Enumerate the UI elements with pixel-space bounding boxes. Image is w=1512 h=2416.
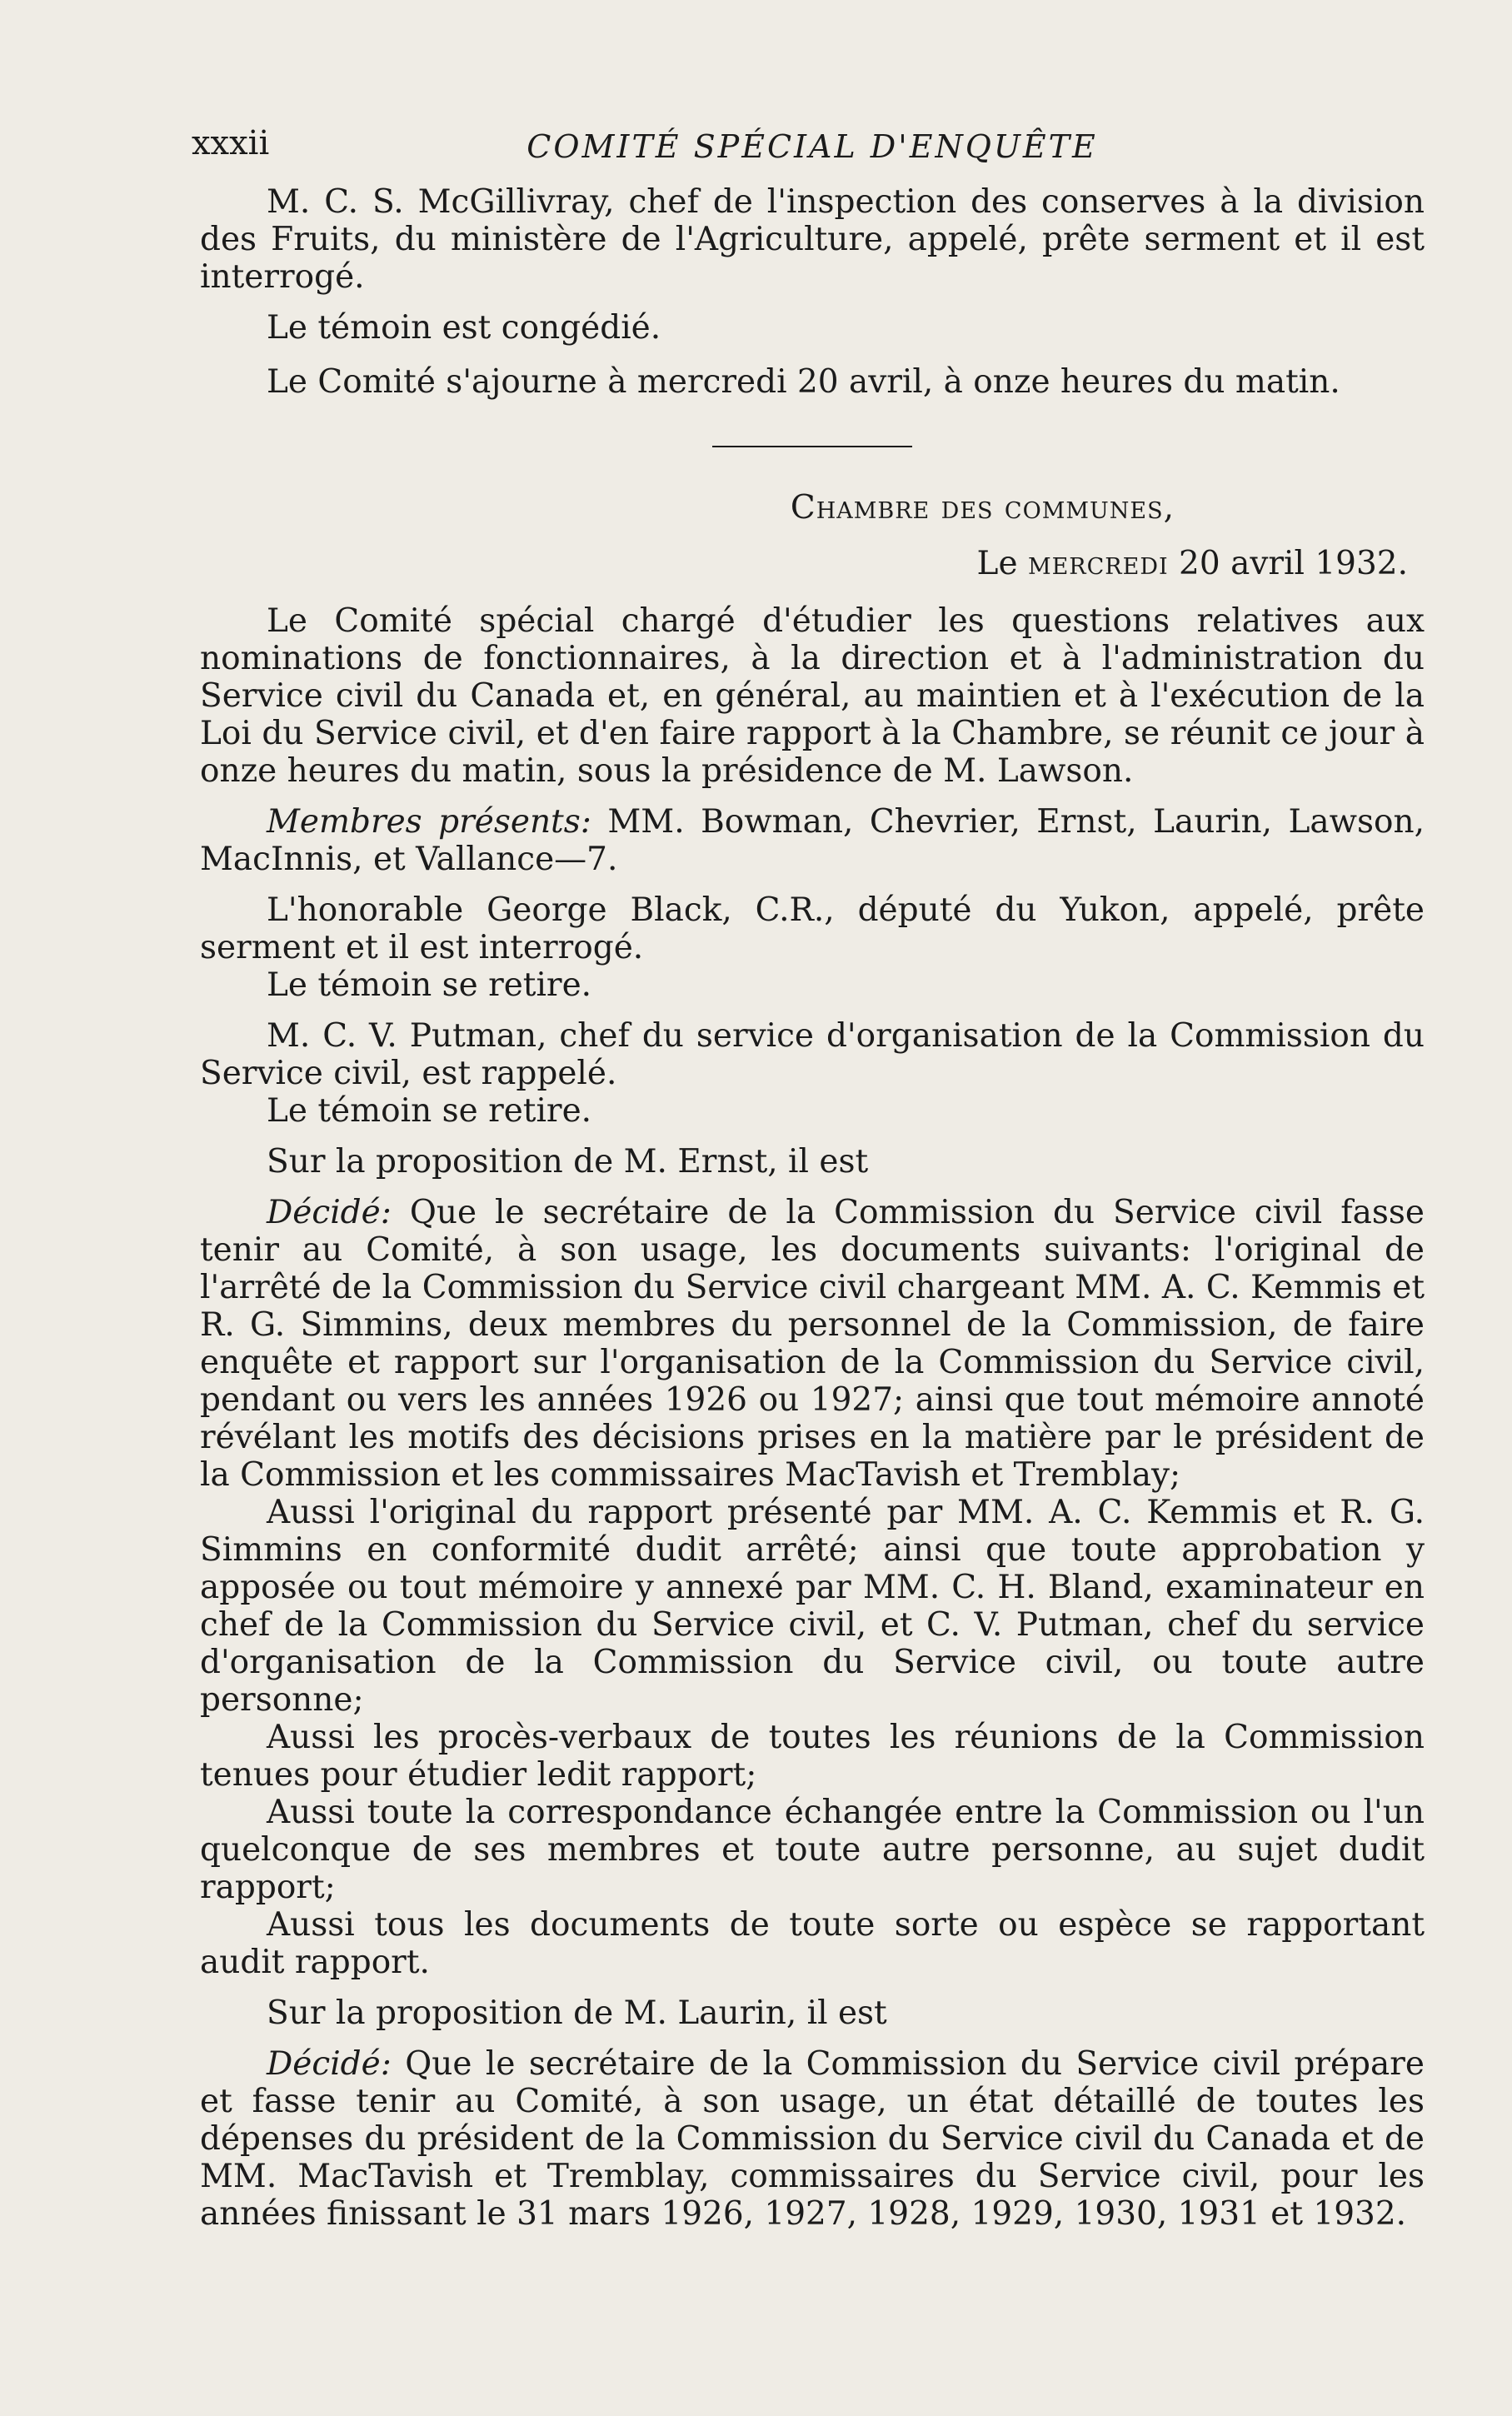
decision-1-text: Que le secrétaire de la Commission du Service civil fasse tenir au Comité, à son usage, les documents suivants: l'original de l'arrêté de la Commission du Service civil chargeant MM. A. C. Kemmis et R. G. Simmins, deux membres du personnel de la Commission, de faire enquête et rapport sur l'organisation de la Commission du Service civil, pendant ou vers les années 1926 ou 1927; ainsi que tout mémoire annoté révélant les motifs des décisions prises en la matière par le président de la Commission et les commissaires MacTavish et Tremblay;	[200, 1194, 1425, 1494]
witness-retire-2: Le témoin se retire.	[267, 1092, 592, 1130]
witness-black-paragraph: L'honorable George Black, C.R., député du Yukon, appelé, prête serment et il est interrogé.	[200, 891, 1425, 966]
decision-2-text: Que le secrétaire de la Commission du Service civil prépare et fasse tenir au Comité, à son usage, un état détaillé de toutes les dépenses du président de la Commission du Service civil du Canada et de MM. MacTavish et Tremblay, commissaires du Service civil, pour les années finissant le 31 mars 1926, 1927, 1928, 1929, 1930, 1931 et 1932.	[200, 2045, 1425, 2233]
decision-1-paragraph	[200, 1194, 1425, 1494]
also-2-paragraph: Aussi les procès-verbaux de toutes les réunions de la Commission tenues pour étudier ledit rapport;	[200, 1719, 1425, 1794]
motion-laurin-paragraph: Sur la proposition de M. Laurin, il est	[267, 1994, 887, 2032]
decision-2-paragraph	[200, 2045, 1425, 2233]
date-rest: 20 avril 1932.	[1179, 545, 1408, 582]
members-present-list: MM. Bowman, Chevrier, Ernst, Laurin, Lawson, MacInnis, et Vallance—7.	[200, 803, 1425, 878]
opening-paragraph: Le Comité spécial chargé d'étudier les questions relatives aux nominations de fonctionnaires, à la direction et à l'administration du Service civil du Canada et, en général, au maintien et à l'exécution de la Loi du Service civil, et d'en faire rapport à la Chambre, se réunit ce jour à onze heures du matin, sous la présidence de M. Lawson.	[200, 602, 1425, 790]
adjournment-paragraph: Le Comité s'ajourne à mercredi 20 avril, à onze heures du matin.	[267, 363, 1340, 401]
witness-mcgillivray-paragraph: M. C. S. McGillivray, chef de l'inspection des conserves à la division des Fruits, du ministère de l'Agriculture, appelé, prête serment et il est interrogé.	[200, 183, 1425, 296]
date-weekday: mercredi	[1027, 545, 1169, 582]
members-present-label: Membres présents:	[267, 803, 591, 841]
witness-dismissed-paragraph: Le témoin est congédié.	[267, 309, 661, 347]
witness-putman-paragraph: M. C. V. Putman, chef du service d'organisation de la Commission du Service civil, est rappelé.	[200, 1017, 1425, 1092]
decided-label-1: Décidé:	[267, 1194, 392, 1231]
also-4-paragraph: Aussi tous les documents de toute sorte ou espèce se rapportant audit rapport.	[200, 1906, 1425, 1981]
members-present-paragraph	[200, 803, 1425, 878]
page-number: xxxii	[192, 124, 270, 162]
also-3-paragraph: Aussi toute la correspondance échangée entre la Commission ou l'un quelconque de ses membres et toute autre personne, au sujet dudit rapport;	[200, 1794, 1425, 1906]
document-page	[192, 117, 1425, 2233]
meeting-date	[200, 545, 1425, 582]
date-prefix: Le	[976, 545, 1018, 582]
decided-label-2: Décidé:	[267, 2045, 392, 2083]
witness-retire-1: Le témoin se retire.	[267, 966, 592, 1004]
motion-ernst-paragraph: Sur la proposition de M. Ernst, il est	[267, 1143, 869, 1181]
page-header	[192, 117, 1425, 167]
meeting-place: Chambre des communes,	[790, 489, 1175, 527]
also-1-paragraph: Aussi l'original du rapport présenté par MM. A. C. Kemmis et R. G. Simmins en conformité dudit arrêté; ainsi que toute approbation y apposée ou tout mémoire y annexé par MM. C. H. Bland, examinateur en chef de la Commission du Service civil, et C. V. Putman, chef du service d'organisation de la Commission du Service civil, ou toute autre personne;	[200, 1494, 1425, 1719]
section-divider	[712, 446, 912, 447]
running-title: COMITÉ SPÉCIAL D'ENQUÊTE	[526, 128, 1098, 165]
